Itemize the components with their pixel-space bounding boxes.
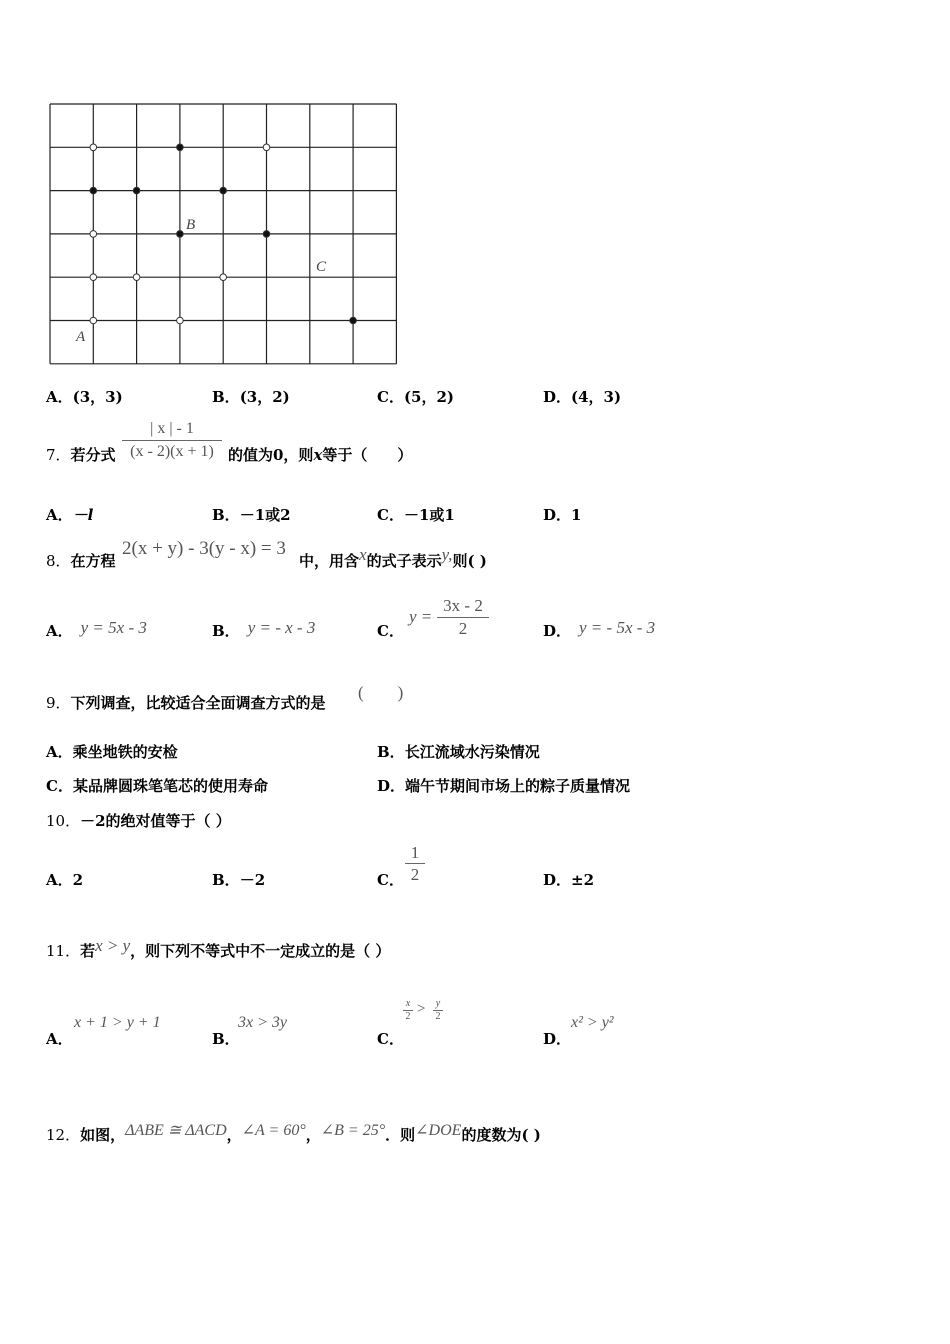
question-number: 9． <box>46 694 71 712</box>
point-label-b: B <box>186 217 196 233</box>
grid-point-filled <box>90 187 97 194</box>
q11-stem <box>46 936 391 961</box>
point-label-c: C <box>316 259 327 275</box>
q11-option-c-left-fraction <box>403 998 413 1022</box>
q9-answer-paren: ( ) <box>358 683 404 702</box>
point-label-a: A <box>76 329 86 345</box>
option-letter: A． <box>46 388 73 406</box>
q9-option-a[interactable] <box>46 741 178 762</box>
q11-option-a[interactable] <box>46 1028 73 1049</box>
q11-option-b[interactable] <box>212 1028 240 1049</box>
q6-option-b[interactable] <box>212 386 290 407</box>
option-text: ±2 <box>571 871 595 889</box>
option-letter: D． <box>543 1030 572 1048</box>
option-text: (4，3) <box>571 388 622 406</box>
grid-point-hollow <box>177 317 184 324</box>
q8-option-c[interactable] <box>377 620 404 641</box>
grid-point-filled <box>133 187 140 194</box>
option-letter: A． <box>46 743 73 761</box>
option-text: y = 5x - 3 <box>80 618 147 637</box>
grid-point-filled <box>263 231 270 238</box>
question-text: ，则下列不等式中不一定成立的是（ ） <box>130 942 391 960</box>
option-letter: C． <box>377 871 404 889</box>
q9-option-b[interactable] <box>377 741 540 762</box>
question-text: 下列调查，比较适合全面调查方式的是 <box>70 694 326 712</box>
option-letter: B． <box>212 388 240 406</box>
grid-point-hollow <box>133 274 140 281</box>
q6-option-c[interactable] <box>377 386 454 407</box>
question-text: 的式子表示 <box>366 552 442 570</box>
option-letter: D． <box>543 506 572 524</box>
option-letter: B． <box>212 622 240 640</box>
option-letter: C． <box>46 777 73 795</box>
fraction-numerator: y <box>435 998 441 1009</box>
coordinate-grid-figure <box>48 102 400 370</box>
question-number: 12． <box>46 1126 81 1144</box>
option-letter: D． <box>377 777 406 795</box>
inequality: x > y <box>95 936 131 955</box>
option-letter: D． <box>543 622 572 640</box>
question-text: －2的绝对值等于（ ） <box>80 812 231 830</box>
question-text: 若 <box>80 942 96 960</box>
q7-stem-end <box>228 444 412 465</box>
grid-point-hollow <box>90 231 97 238</box>
option-letter: B． <box>377 743 405 761</box>
q10-option-a[interactable] <box>46 869 83 890</box>
grid-point-hollow <box>220 274 227 281</box>
question-text: ．则 <box>385 1126 416 1144</box>
q12-stem <box>46 1124 541 1145</box>
option-letter: A． <box>46 871 73 889</box>
fraction-denominator: 2 <box>437 617 489 639</box>
question-text: 若分式 <box>70 446 116 464</box>
q10-option-b[interactable] <box>212 869 265 890</box>
option-letter: D． <box>543 388 572 406</box>
option-text: 某品牌圆珠笔笔芯的使用寿命 <box>72 777 268 795</box>
fraction-denominator: 2 <box>403 1010 413 1022</box>
variable: y, <box>441 545 453 564</box>
q10-option-c[interactable] <box>377 869 404 890</box>
q11-option-d-expr: x² > y² <box>571 1014 614 1031</box>
fraction-numerator: x <box>405 998 411 1009</box>
variable: x <box>313 446 323 464</box>
angle-expr: ∠B = 25° <box>320 1122 386 1139</box>
option-text: 长江流域水污染情况 <box>404 743 540 761</box>
option-text: －2 <box>239 871 266 889</box>
grid-point-hollow <box>90 144 97 151</box>
q10-option-d[interactable] <box>543 869 594 890</box>
q8-equation: 2(x + y) - 3(y - x) = 3 <box>122 538 286 559</box>
q11-option-c-op: > <box>417 1001 426 1017</box>
fraction-numerator: 1 <box>410 843 420 862</box>
q8-option-d[interactable] <box>543 620 655 641</box>
option-letter: C． <box>377 622 404 640</box>
option-letter: D． <box>543 871 572 889</box>
q9-stem <box>46 692 326 713</box>
question-text: 如图， <box>80 1126 126 1144</box>
option-text: (3，2) <box>239 388 290 406</box>
q9-option-c[interactable] <box>46 775 268 796</box>
option-letter: A． <box>46 506 73 524</box>
option-text: 1 <box>571 506 582 524</box>
fraction-denominator: 2 <box>405 863 425 885</box>
option-text: －1或2 <box>239 506 291 524</box>
question-number: 7． <box>46 446 71 464</box>
option-letter: A． <box>46 1030 73 1048</box>
q11-option-c-right-fraction <box>433 998 443 1022</box>
question-number: 10． <box>46 812 81 830</box>
fraction-denominator: 2 <box>433 1010 443 1022</box>
question-text: ， <box>226 1126 242 1144</box>
q7-option-b[interactable] <box>212 504 291 525</box>
variable: x <box>359 545 367 564</box>
option-letter: C． <box>377 1030 404 1048</box>
q7-option-c[interactable] <box>377 504 455 525</box>
q11-option-b-expr: 3x > 3y <box>238 1014 287 1031</box>
fraction-numerator: | x | - 1 <box>150 420 194 437</box>
option-text: －1或1 <box>403 506 455 524</box>
grid-point-filled <box>220 187 227 194</box>
option-text: y = - 5x - 3 <box>579 618 656 637</box>
q8-option-c-lhs: y = <box>409 607 433 626</box>
q7-stem-start <box>46 444 116 465</box>
q7-fraction <box>122 420 222 461</box>
option-text: 2 <box>72 871 84 889</box>
option-text: 端午节期间市场上的粽子质量情况 <box>405 777 631 795</box>
question-text: 等于（ ） <box>322 446 413 464</box>
q8-option-c-fraction <box>437 596 489 639</box>
question-number: 11． <box>46 942 81 960</box>
option-letter: B． <box>212 506 240 524</box>
grid-point-hollow <box>263 144 270 151</box>
q7-option-d[interactable] <box>543 504 581 525</box>
option-letter: B． <box>212 871 240 889</box>
grid-lines <box>50 104 396 364</box>
grid-point-filled <box>177 144 184 151</box>
q8-option-b[interactable] <box>212 620 315 641</box>
question-text: 的度数为( ) <box>461 1126 541 1144</box>
q10-option-c-fraction <box>405 843 425 885</box>
option-letter: C． <box>377 388 404 406</box>
option-text: －l <box>72 506 94 524</box>
option-letter: C． <box>377 506 404 524</box>
q8-stem <box>46 550 116 571</box>
grid-point-hollow <box>90 274 97 281</box>
question-text: 的值为0，则 <box>228 446 314 464</box>
q10-stem <box>46 810 231 831</box>
angle-expr: ∠A = 60° <box>241 1122 306 1139</box>
question-text: 在方程 <box>70 552 116 570</box>
q11-option-d[interactable] <box>543 1028 571 1049</box>
angle-expr: ∠DOE <box>415 1122 462 1139</box>
grid-point-filled <box>350 317 357 324</box>
question-text: 中，用含 <box>299 552 360 570</box>
option-letter: A． <box>46 622 73 640</box>
option-letter: B． <box>212 1030 240 1048</box>
q6-option-d[interactable] <box>543 386 621 407</box>
question-number: 8． <box>46 552 71 570</box>
option-text: y = - x - 3 <box>247 618 316 637</box>
q8-option-a[interactable] <box>46 620 147 641</box>
option-text: (5，2) <box>403 388 455 406</box>
q6-option-a[interactable] <box>46 386 123 407</box>
q11-option-a-expr: x + 1 > y + 1 <box>74 1014 161 1031</box>
grid-point-filled <box>177 231 184 238</box>
q7-option-a[interactable] <box>46 504 93 525</box>
congruence-expr: ΔABE ≅ ΔACD <box>125 1122 227 1139</box>
question-text: ， <box>305 1126 321 1144</box>
q11-option-c[interactable] <box>377 1028 404 1049</box>
grid-point-hollow <box>90 317 97 324</box>
q8-stem-end <box>299 545 487 571</box>
fraction-denominator: (x - 2)(x + 1) <box>122 440 222 461</box>
question-text: 则( ) <box>452 552 487 570</box>
option-text: (3，3) <box>72 388 123 406</box>
fraction-numerator: 3x - 2 <box>443 596 483 615</box>
option-text: 乘坐地铁的安检 <box>72 743 178 761</box>
q9-option-d[interactable] <box>377 775 630 796</box>
